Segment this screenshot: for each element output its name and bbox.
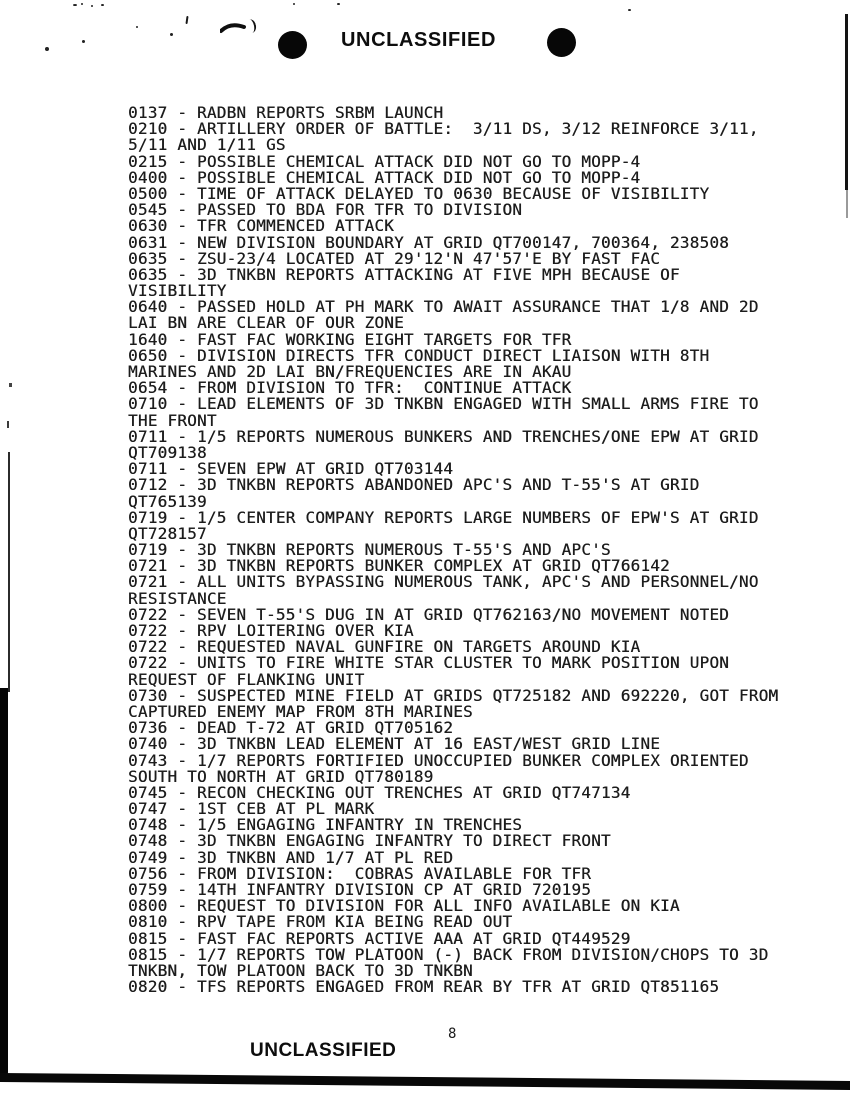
log-line: 0740 - 3D TNKBN LEAD ELEMENT AT 16 EAST/WEST GRID LINE [128,734,661,754]
log-line: 0500 - TIME OF ATTACK DELAYED TO 0630 BECAUSE OF VISIBILITY [128,183,710,203]
scan-edge-mark-left [9,383,12,387]
hole-punch-mark-left [278,31,307,59]
log-line: LAI BN ARE CLEAR OF OUR ZONE [128,313,404,333]
log-line: 5/11 AND 1/11 GS [128,135,286,155]
ink-speck [73,4,77,6]
log-line: RESISTANCE [128,588,227,608]
operations-log-body [128,105,828,995]
log-line: 0710 - LEAD ELEMENTS OF 3D TNKBN ENGAGED WITH SMALL ARMS FIRE TO [128,394,759,414]
log-line: 0759 - 14TH INFANTRY DIVISION CP AT GRID 720195 [128,880,592,899]
log-line: 0749 - 3D TNKBN AND 1/7 AT PL RED [128,847,454,867]
log-line: VISIBILITY [128,281,227,301]
log-line: 0736 - DEAD T-72 AT GRID QT705162 [128,718,454,738]
log-line: 0137 - RADBN REPORTS SRBM LAUNCH [128,103,444,122]
log-line: QT765139 [128,491,207,511]
log-line: 0722 - REQUESTED NAVAL GUNFIRE ON TARGETS AROUND KIA [128,637,641,657]
log-line: 0545 - PASSED TO BDA FOR TFR TO DIVISION [128,200,523,220]
scan-edge-line-left [8,452,10,692]
log-line: 0722 - UNITS TO FIRE WHITE STAR CLUSTER TO MARK POSITION UPON [128,653,730,673]
log-line: THE FRONT [128,410,217,430]
ink-speck [101,4,104,6]
ink-speck [170,33,173,36]
log-line: 0210 - ARTILLERY ORDER OF BATTLE: 3/11 DS, 3/12 REINFORCE 3/11, [128,119,759,139]
log-line: 0640 - PASSED HOLD AT PH MARK TO AWAIT ASSURANCE THAT 1/8 AND 2D [128,297,759,317]
log-line: 0719 - 1/5 CENTER COMPANY REPORTS LARGE NUMBERS OF EPW'S AT GRID [128,507,759,527]
log-line: 0722 - SEVEN T-55'S DUG IN AT GRID QT762163/NO MOVEMENT NOTED [128,604,730,624]
ink-speck [91,5,93,7]
log-line: 0630 - TFR COMMENCED ATTACK [128,216,395,236]
header-classification-label: UNCLASSIFIED [341,29,496,51]
log-line: REQUEST OF FLANKING UNIT [128,669,365,689]
log-line: 0810 - RPV TAPE FROM KIA BEING READ OUT [128,912,513,932]
log-line: 0635 - 3D TNKBN REPORTS ATTACKING AT FIVE MPH BECAUSE OF [128,264,680,284]
log-line: 0719 - 3D TNKBN REPORTS NUMEROUS T-55'S AND APC'S [128,540,611,560]
hole-punch-mark-right [547,28,576,57]
log-line: TNKBN, TOW PLATOON BACK TO 3D TNKBN [128,960,473,980]
log-line: 0756 - FROM DIVISION: COBRAS AVAILABLE FOR TFR [128,863,592,883]
log-line: SOUTH TO NORTH AT GRID QT780189 [128,766,434,786]
scan-edge-bar-left [0,688,8,1080]
log-line: 0747 - 1ST CEB AT PL MARK [128,799,375,819]
log-line: 0815 - 1/7 REPORTS TOW PLATOON (-) BACK FROM DIVISION/CHOPS TO 3D [128,944,769,964]
ink-speck [293,3,295,5]
ink-speck [81,3,83,5]
log-line: CAPTURED ENEMY MAP FROM 8TH MARINES [128,701,473,721]
page-number: 8 [448,1026,457,1042]
ink-speck [628,9,631,11]
footer-classification-label: UNCLASSIFIED [250,1040,397,1061]
log-line: 0815 - FAST FAC REPORTS ACTIVE AAA AT GRID QT449529 [128,928,631,948]
scan-edge-mark-left [7,421,9,428]
log-line: 0722 - RPV LOITERING OVER KIA [128,621,414,640]
ink-speck [45,47,49,51]
log-line: 0711 - 1/5 REPORTS NUMEROUS BUNKERS AND TRENCHES/ONE EPW AT GRID [128,426,759,446]
scan-edge-bar-bottom [0,1073,850,1090]
log-line: QT728157 [128,523,207,543]
log-line: 0215 - POSSIBLE CHEMICAL ATTACK DID NOT GO TO MOPP-4 [128,151,641,171]
log-line: QT709138 [128,442,207,462]
log-line: 0721 - ALL UNITS BYPASSING NUMEROUS TANK, APC'S AND PERSONNEL/NO [128,572,759,592]
ink-smudge-hook [246,18,258,34]
log-line: 0800 - REQUEST TO DIVISION FOR ALL INFO AVAILABLE ON KIA [128,896,680,916]
log-line: 1640 - FAST FAC WORKING EIGHT TARGETS FOR TFR [128,329,572,349]
log-line: 0820 - TFS REPORTS ENGAGED FROM REAR BY TFR AT GRID QT851165 [128,977,720,997]
log-line: 0631 - NEW DIVISION BOUNDARY AT GRID QT700147, 700364, 238508 [128,232,730,252]
ink-speck [82,40,85,43]
log-line: 0748 - 3D TNKBN ENGAGING INFANTRY TO DIRECT FRONT [128,831,611,851]
ink-tick-mark [185,16,188,24]
ink-speck [337,3,340,5]
log-line: 0711 - SEVEN EPW AT GRID QT703144 [128,459,454,479]
scan-edge-line-right [845,14,848,190]
log-line: 0721 - 3D TNKBN REPORTS BUNKER COMPLEX AT GRID QT766142 [128,556,670,576]
log-line: 0748 - 1/5 ENGAGING INFANTRY IN TRENCHES [128,815,523,835]
log-line: 0650 - DIVISION DIRECTS TFR CONDUCT DIRECT LIAISON WITH 8TH [128,345,710,365]
log-line: 0400 - POSSIBLE CHEMICAL ATTACK DID NOT GO TO MOPP-4 [128,167,641,187]
log-line: MARINES AND 2D LAI BN/FREQUENCIES ARE IN AKAU [128,362,572,381]
log-line: 0743 - 1/7 REPORTS FORTIFIED UNOCCUPIED BUNKER COMPLEX ORIENTED [128,750,749,770]
ink-speck [136,26,138,28]
log-line: 0635 - ZSU-23/4 LOCATED AT 29'12'N 47'57'E BY FAST FAC [128,248,661,268]
scan-edge-line-right-tail [846,190,848,218]
log-line: 0712 - 3D TNKBN REPORTS ABANDONED APC'S AND T-55'S AT GRID [128,475,700,495]
log-line: 0654 - FROM DIVISION TO TFR: CONTINUE ATTACK [128,378,572,398]
ink-smudge-swoosh [220,20,248,36]
log-line: 0730 - SUSPECTED MINE FIELD AT GRIDS QT725182 AND 692220, GOT FROM [128,685,779,705]
log-line: 0745 - RECON CHECKING OUT TRENCHES AT GRID QT747134 [128,782,631,802]
